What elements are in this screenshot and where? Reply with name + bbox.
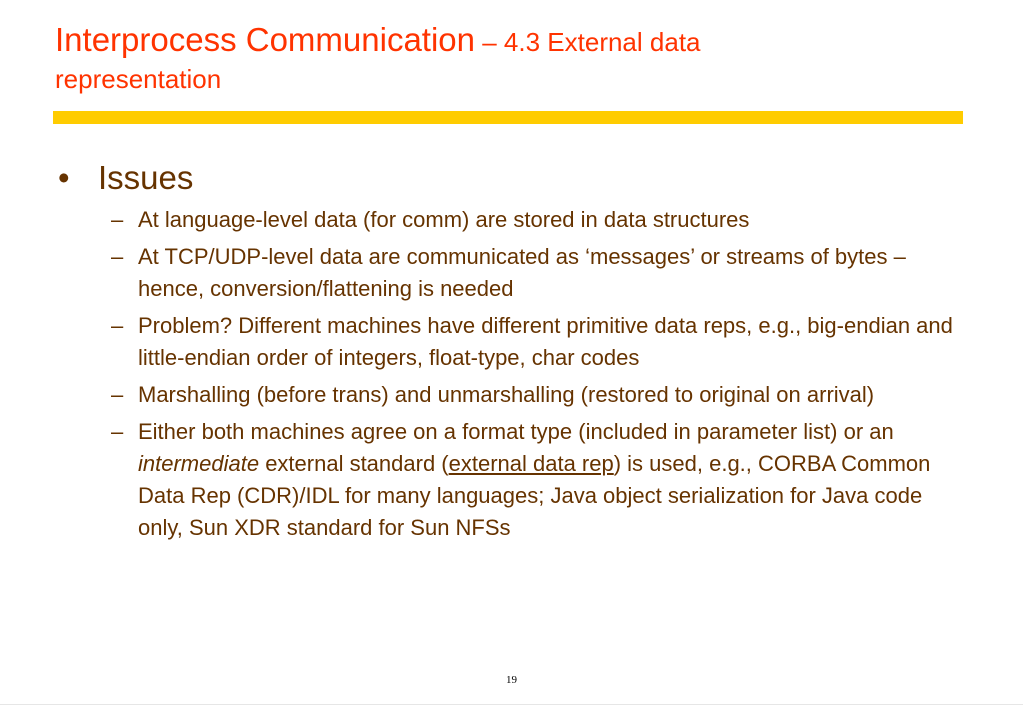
bullet-issues — [58, 156, 968, 200]
list-item-text: Problem? Different machines have different primitive data reps, e.g., big-endian and little-endian order of integers, float-type, char codes — [138, 313, 953, 370]
title-divider-bar — [53, 111, 963, 124]
list-item-text: At TCP/UDP-level data are communicated as ‘messages’ or streams of bytes – hence, conversion/flattening is needed — [138, 244, 906, 301]
slide-title — [55, 22, 955, 93]
dash-mark: – — [111, 207, 124, 232]
list-item — [58, 241, 958, 305]
title-subtitle-part1: – 4.3 External data — [475, 27, 701, 57]
list-item-text-part1: Either both machines agree on a format type (included in parameter list) or an — [138, 419, 894, 444]
sub-bullet-list — [58, 204, 968, 544]
slide-body — [58, 156, 968, 549]
bullet-mark: • — [58, 159, 70, 196]
bullet-heading: Issues — [98, 159, 194, 196]
list-item-text-part2: external standard ( — [259, 451, 449, 476]
list-item-text: Marshalling (before trans) and unmarshalling (restored to original on arrival) — [138, 382, 875, 407]
dash-mark: – — [111, 382, 124, 407]
external-data-rep-link[interactable]: external data rep — [448, 451, 614, 476]
bottom-frame-line — [0, 704, 1023, 705]
page-number: 19 — [506, 674, 517, 686]
title-main: Interprocess Communication — [55, 21, 476, 58]
dash-mark: – — [111, 313, 124, 338]
dash-mark: – — [111, 419, 124, 444]
title-subtitle-part2: representation — [55, 64, 222, 94]
list-item — [58, 204, 958, 236]
list-item-text-part3: ) is used, e.g., CORBA Common Data Rep (CDR)/IDL for many languages; Java object serialization for Java code only, Sun XDR standard for Sun NFSs — [138, 451, 931, 540]
list-item — [58, 310, 958, 374]
list-item — [58, 379, 958, 411]
italic-term: intermediate — [138, 451, 260, 476]
list-item-text: At language-level data (for comm) are stored in data structures — [138, 207, 750, 232]
dash-mark: – — [111, 244, 124, 269]
list-item — [58, 416, 958, 544]
